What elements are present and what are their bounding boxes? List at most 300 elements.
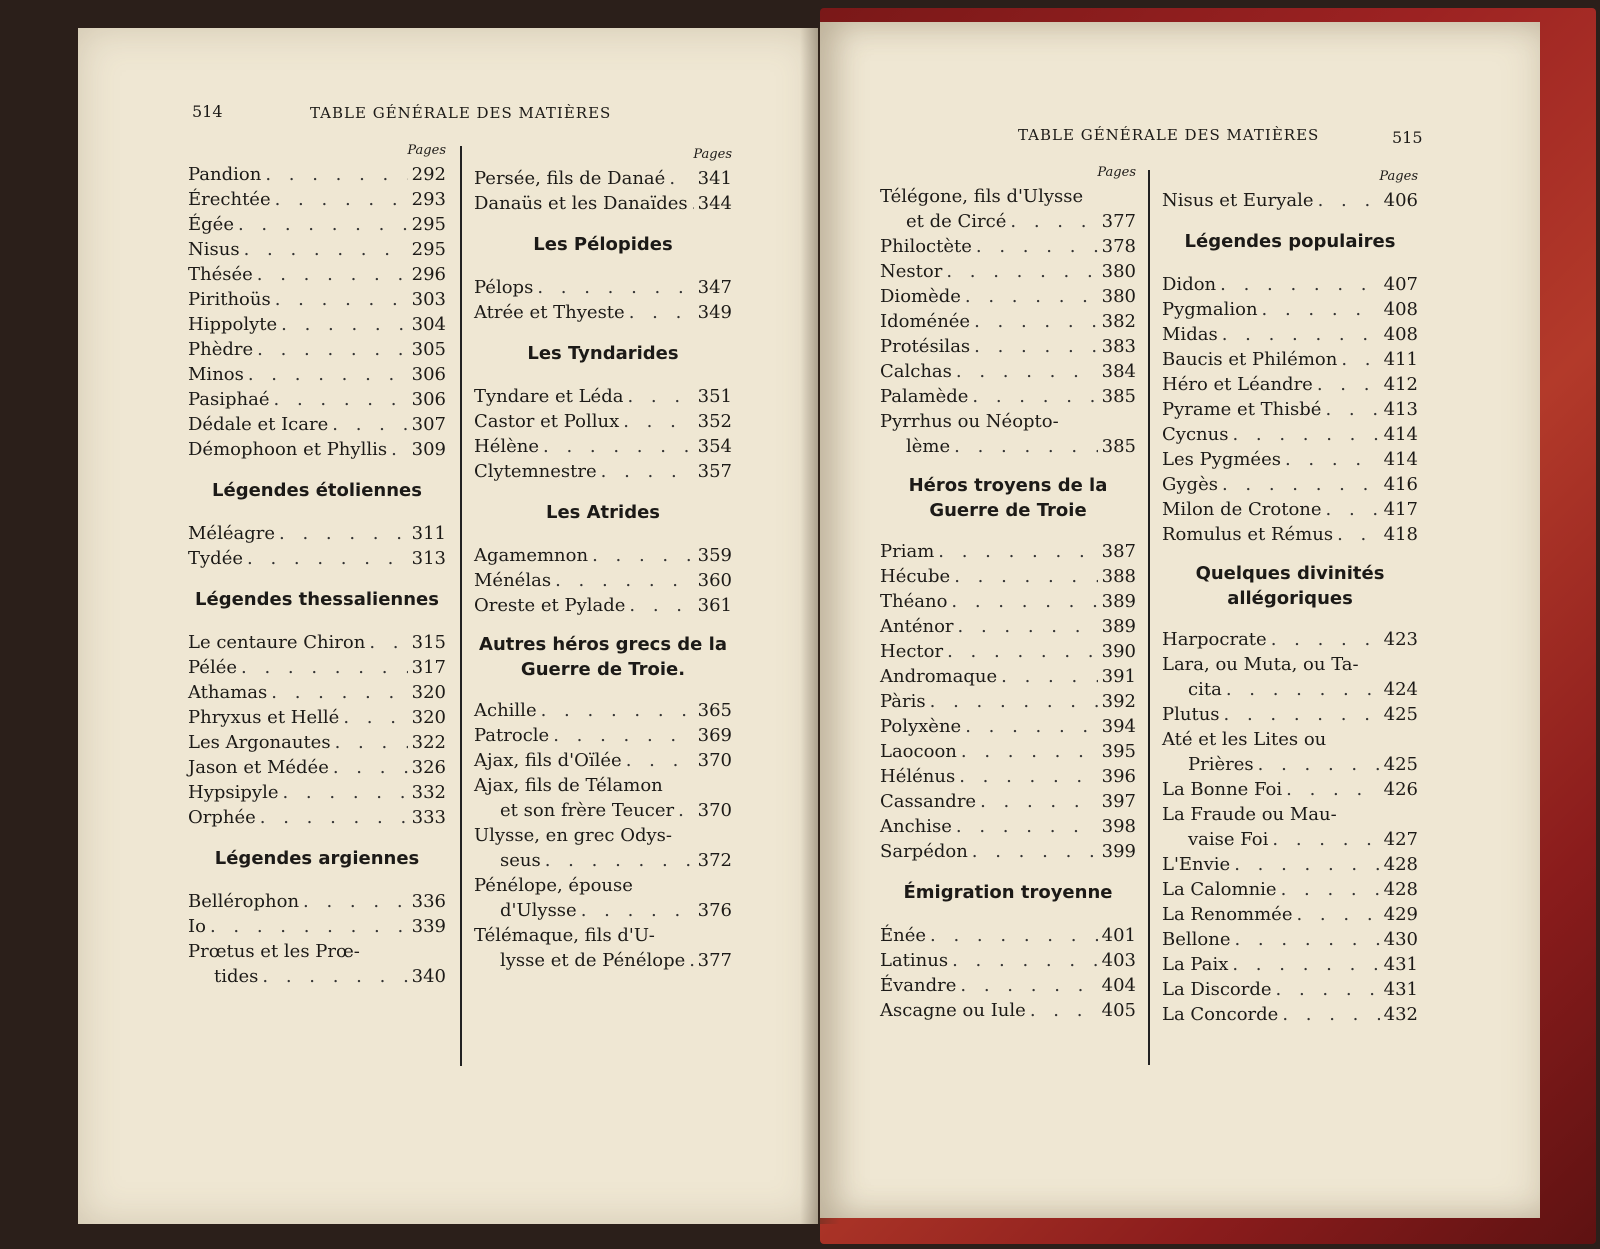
entry-page: 322 <box>411 732 446 753</box>
leader-dots <box>299 889 408 914</box>
entry-title: Les Argonautes <box>188 732 331 753</box>
left-page <box>78 28 818 1224</box>
entry-page: 390 <box>1101 641 1136 662</box>
toc-entry <box>1162 852 1418 877</box>
entry-title: Patrocle <box>474 725 550 746</box>
entry-page: 399 <box>1101 841 1136 862</box>
leader-dots <box>1321 397 1379 422</box>
section-heading: Héros troyens de la Guerre de Troie <box>908 475 1108 521</box>
leader-dots <box>1322 497 1380 522</box>
toc-entry <box>188 362 446 387</box>
leader-dots <box>243 546 408 571</box>
toc-entry <box>1162 472 1418 497</box>
entry-page: 326 <box>411 757 446 778</box>
entry-page: 403 <box>1101 950 1136 971</box>
entry-page: 306 <box>411 389 446 410</box>
toc-entry <box>880 259 1136 284</box>
entry-title: Hélène <box>474 436 540 457</box>
toc-entry <box>188 262 446 287</box>
entry-title: La Renommée <box>1162 904 1293 925</box>
toc-entry <box>880 409 1136 434</box>
entry-page: 413 <box>1383 399 1418 420</box>
entry-title: Héro et Léandre <box>1162 374 1313 395</box>
leader-dots <box>942 259 1097 284</box>
leader-dots <box>1230 852 1379 877</box>
entry-page: 295 <box>411 239 446 260</box>
entry-title: Midas <box>1162 324 1218 345</box>
leader-dots <box>270 387 408 412</box>
leader-dots <box>954 614 1098 639</box>
leader-dots <box>237 655 408 680</box>
entry-page: 296 <box>411 264 446 285</box>
entry-page: 387 <box>1101 541 1136 562</box>
entry-page: 380 <box>1101 261 1136 282</box>
entry-title: La Bonne Foi <box>1162 779 1283 800</box>
entry-title: Sarpédon <box>880 841 968 862</box>
entry-page: 293 <box>411 189 446 210</box>
toc-entry <box>880 434 1136 459</box>
entry-page: 365 <box>697 700 732 721</box>
entry-page: 352 <box>697 411 732 432</box>
toc-column <box>474 144 732 973</box>
leader-dots <box>968 839 1098 864</box>
entry-title: Cycnus <box>1162 424 1229 445</box>
entry-page: 354 <box>697 436 732 457</box>
toc-entry <box>474 568 732 593</box>
entry-page: 320 <box>411 707 446 728</box>
entry-title: Prœtus et les Prœ- <box>188 941 360 962</box>
entry-title: Pasiphaé <box>188 389 270 410</box>
leader-dots <box>950 434 1098 459</box>
toc-entry <box>1162 977 1418 1002</box>
entry-title: Philoctète <box>880 236 972 257</box>
leader-dots <box>948 948 1098 973</box>
entry-page: 349 <box>697 302 732 323</box>
entry-title: Plutus <box>1162 704 1220 725</box>
toc-entry <box>474 409 732 434</box>
entry-page: 431 <box>1383 979 1418 1000</box>
toc-entry <box>880 789 1136 814</box>
toc-entry <box>474 798 732 823</box>
toc-entry <box>188 655 446 680</box>
toc-entry <box>880 589 1136 614</box>
leader-dots <box>1218 472 1380 497</box>
entry-page: 320 <box>411 682 446 703</box>
entry-title: Télémaque, fils d'U- <box>474 925 655 946</box>
entry-title: Clytemnestre <box>474 461 597 482</box>
toc-entry <box>880 184 1136 209</box>
leader-dots <box>943 639 1098 664</box>
leader-dots <box>537 698 694 723</box>
toc-entry <box>188 237 446 262</box>
entry-page: 432 <box>1383 1004 1418 1025</box>
entry-title: Achille <box>474 700 537 721</box>
toc-entry <box>880 539 1136 564</box>
entry-page: 351 <box>697 386 732 407</box>
toc-entry <box>1162 297 1418 322</box>
leader-dots <box>244 362 408 387</box>
toc-entry <box>1162 1002 1418 1027</box>
toc-entry <box>474 275 732 300</box>
entry-title: Hécube <box>880 566 951 587</box>
entry-title: Athamas <box>188 682 268 703</box>
leader-dots <box>1026 998 1098 1023</box>
entry-page: 333 <box>411 807 446 828</box>
leader-dots <box>1228 422 1379 447</box>
entry-title: Tyndare et Léda <box>474 386 624 407</box>
toc-entry <box>880 384 1136 409</box>
entry-page: 392 <box>1101 691 1136 712</box>
toc-entry <box>880 639 1136 664</box>
leader-dots <box>1258 297 1380 322</box>
entry-page: 428 <box>1383 854 1418 875</box>
leader-dots <box>674 798 694 823</box>
leader-dots <box>1313 372 1380 397</box>
leader-dots <box>275 521 408 546</box>
toc-entry <box>880 923 1136 948</box>
entry-page: 359 <box>697 545 732 566</box>
leader-dots <box>387 437 408 462</box>
column-rule <box>460 146 462 1066</box>
entry-title: Tydée <box>188 548 244 569</box>
toc-entry <box>474 191 732 216</box>
entry-page: 380 <box>1101 286 1136 307</box>
leader-dots <box>926 689 1098 714</box>
entry-page: 317 <box>411 657 446 678</box>
leader-dots <box>271 187 408 212</box>
entry-title: Minos <box>188 364 244 385</box>
toc-entry <box>1162 652 1418 677</box>
toc-entry <box>188 889 446 914</box>
entry-title: Ascagne ou Iule <box>880 1000 1026 1021</box>
leader-dots <box>1314 188 1380 213</box>
entry-title: Idoménée <box>880 311 971 332</box>
entry-page: 394 <box>1101 716 1136 737</box>
toc-entry <box>880 814 1136 839</box>
leader-dots <box>1228 952 1379 977</box>
toc-entry <box>1162 802 1418 827</box>
column-rule <box>1148 170 1150 1065</box>
entry-title: tides <box>214 966 259 987</box>
entry-page: 376 <box>697 900 732 921</box>
entry-title: Évandre <box>880 975 957 996</box>
toc-entry <box>1162 188 1418 213</box>
entry-title: Ulysse, en grec Odys- <box>474 825 672 846</box>
leader-dots <box>957 739 1098 764</box>
leader-dots <box>619 409 693 434</box>
leader-dots <box>665 166 693 191</box>
section-heading: Les Atrides <box>545 502 661 523</box>
entry-title: Anchise <box>880 816 952 837</box>
entry-page: 307 <box>411 414 446 435</box>
leader-dots <box>1292 902 1379 927</box>
toc-entry <box>188 780 446 805</box>
toc-entry <box>474 723 732 748</box>
toc-entry <box>188 730 446 755</box>
leader-dots <box>339 705 407 730</box>
entry-title: lème <box>906 436 951 457</box>
leader-dots <box>234 212 408 237</box>
leader-dots <box>258 964 407 989</box>
leader-dots <box>1333 522 1380 547</box>
leader-dots <box>1278 1002 1379 1027</box>
leader-dots <box>972 234 1098 259</box>
entry-title: Romulus et Rémus <box>1162 524 1334 545</box>
entry-title: Protésilas <box>880 336 971 357</box>
entry-title: Nisus <box>188 239 240 260</box>
section-heading: Autres héros grecs de la Guerre de Troie. <box>479 634 727 680</box>
toc-entry <box>188 312 446 337</box>
section-heading: Légendes argiennes <box>214 848 420 869</box>
entry-page: 401 <box>1101 925 1136 946</box>
entry-page: 377 <box>1101 211 1136 232</box>
toc-entry <box>1162 522 1418 547</box>
toc-entry <box>880 564 1136 589</box>
toc-entry <box>474 166 732 191</box>
entry-page: 344 <box>697 193 732 214</box>
entry-title: Ménélas <box>474 570 552 591</box>
entry-title: Andromaque <box>880 666 998 687</box>
toc-entry <box>1162 347 1418 372</box>
entry-title: Prières <box>1188 754 1254 775</box>
toc-entry <box>1162 447 1418 472</box>
leader-dots <box>622 748 694 773</box>
toc-entry <box>474 434 732 459</box>
toc-entry <box>1162 727 1418 752</box>
pages-label: Pages <box>1379 169 1418 184</box>
leader-dots <box>365 630 407 655</box>
leader-dots <box>261 162 407 187</box>
entry-title: d'Ulysse <box>500 900 577 921</box>
entry-page: 339 <box>411 916 446 937</box>
entry-title: Anténor <box>880 616 954 637</box>
entry-title: et son frère Teucer <box>500 800 675 821</box>
entry-page: 408 <box>1383 324 1418 345</box>
entry-page: 303 <box>411 289 446 310</box>
toc-entry <box>1162 927 1418 952</box>
toc-entry <box>188 162 446 187</box>
entry-page: 305 <box>411 339 446 360</box>
toc-entry <box>188 337 446 362</box>
entry-title: Dédale et Icare <box>188 414 329 435</box>
entry-title: Lara, ou Muta, ou Ta- <box>1162 654 1359 675</box>
toc-entry <box>474 923 732 948</box>
entry-page: 412 <box>1383 374 1418 395</box>
leader-dots <box>926 923 1098 948</box>
entry-page: 385 <box>1101 436 1136 457</box>
entry-page: 428 <box>1383 879 1418 900</box>
entry-page: 427 <box>1383 829 1418 850</box>
entry-page: 408 <box>1383 299 1418 320</box>
entry-title: Télégone, fils d'Ulysse <box>880 186 1084 207</box>
entry-title: Hypsipyle <box>188 782 279 803</box>
entry-title: Pyrrhus ou Néopto- <box>880 411 1059 432</box>
entry-title: Pélops <box>474 277 534 298</box>
toc-entry <box>880 334 1136 359</box>
toc-column <box>880 162 1136 1023</box>
section-heading: Quelques divinités allégoriques <box>1195 563 1385 609</box>
toc-entry <box>474 823 732 848</box>
entry-title: Palamède <box>880 386 969 407</box>
section-heading: Légendes thessaliennes <box>195 589 439 610</box>
entry-page: 377 <box>697 950 732 971</box>
leader-dots <box>551 568 694 593</box>
entry-page: 370 <box>697 800 732 821</box>
entry-title: Latinus <box>880 950 949 971</box>
entry-page: 292 <box>411 164 446 185</box>
toc-entry <box>1162 877 1418 902</box>
entry-title: Atrée et Thyeste <box>474 302 625 323</box>
leader-dots <box>549 723 693 748</box>
toc-entry <box>188 805 446 830</box>
entry-title: vaise Foi <box>1188 829 1269 850</box>
entry-title: Harpocrate <box>1162 629 1267 650</box>
entry-page: 360 <box>697 570 732 591</box>
leader-dots <box>577 898 694 923</box>
toc-column <box>188 140 446 989</box>
toc-entry <box>474 384 732 409</box>
leader-dots <box>1218 322 1380 347</box>
entry-page: 418 <box>1383 524 1418 545</box>
toc-column <box>1162 166 1418 1027</box>
leader-dots <box>1282 777 1380 802</box>
entry-page: 370 <box>697 750 732 771</box>
entry-page: 396 <box>1101 766 1136 787</box>
leader-dots <box>1337 347 1379 372</box>
entry-title: Jason et Médée <box>188 757 329 778</box>
leader-dots <box>329 755 408 780</box>
toc-entry <box>474 593 732 618</box>
leader-dots <box>1267 627 1380 652</box>
leader-dots <box>206 914 408 939</box>
toc-entry <box>1162 677 1418 702</box>
entry-page: 429 <box>1383 904 1418 925</box>
toc-entry <box>474 300 732 325</box>
running-header: TABLE GÉNÉRALE DES MATIÈRES <box>310 104 612 122</box>
entry-page: 311 <box>411 523 446 544</box>
entry-page: 347 <box>697 277 732 298</box>
entry-page: 431 <box>1383 954 1418 975</box>
leader-dots <box>267 680 407 705</box>
entry-title: Milon de Crotone <box>1162 499 1322 520</box>
toc-entry <box>188 521 446 546</box>
entry-page: 369 <box>697 725 732 746</box>
entry-page: 383 <box>1101 336 1136 357</box>
pages-label: Pages <box>1097 165 1136 180</box>
toc-entry <box>1162 272 1418 297</box>
leader-dots <box>240 237 408 262</box>
entry-title: seus <box>500 850 541 871</box>
toc-entry <box>1162 422 1418 447</box>
toc-entry <box>188 939 446 964</box>
entry-title: Diomède <box>880 286 961 307</box>
entry-title: Pàris <box>880 691 926 712</box>
toc-entry <box>1162 627 1418 652</box>
entry-title: Io <box>188 916 206 937</box>
leader-dots <box>1230 927 1379 952</box>
entry-page: 313 <box>411 548 446 569</box>
toc-entry <box>880 948 1136 973</box>
leader-dots <box>533 275 693 300</box>
leader-dots <box>541 848 694 873</box>
entry-page: 395 <box>1101 741 1136 762</box>
toc-entry <box>880 284 1136 309</box>
leader-dots <box>956 973 1097 998</box>
entry-page: 341 <box>697 168 732 189</box>
entry-title: Priam <box>880 541 935 562</box>
leader-dots <box>1222 677 1380 702</box>
entry-title: Orphée <box>188 807 256 828</box>
entry-title: Baucis et Philémon <box>1162 349 1338 370</box>
toc-entry <box>880 714 1136 739</box>
entry-page: 389 <box>1101 591 1136 612</box>
entry-title: Pirithoüs <box>188 289 271 310</box>
leader-dots <box>685 948 693 973</box>
toc-entry <box>474 773 732 798</box>
entry-title: Danaüs et les Danaïdes <box>474 193 688 214</box>
leader-dots <box>947 589 1097 614</box>
running-header: TABLE GÉNÉRALE DES MATIÈRES <box>1018 126 1320 144</box>
toc-entry <box>188 680 446 705</box>
leader-dots <box>271 287 408 312</box>
entry-page: 411 <box>1383 349 1418 370</box>
entry-title: Bellone <box>1162 929 1231 950</box>
toc-entry <box>188 437 446 462</box>
right-page <box>820 22 1540 1218</box>
toc-entry <box>474 848 732 873</box>
leader-dots <box>328 412 407 437</box>
entry-title: La Paix <box>1162 954 1229 975</box>
toc-entry <box>188 412 446 437</box>
entry-title: Gygès <box>1162 474 1218 495</box>
entry-title: Phèdre <box>188 339 254 360</box>
page-number: 515 <box>1392 128 1423 147</box>
toc-entry <box>1162 752 1418 777</box>
toc-entry <box>474 898 732 923</box>
entry-title: La Discorde <box>1162 979 1272 1000</box>
entry-title: Agamemnon <box>474 545 589 566</box>
entry-title: Pénélope, épouse <box>474 875 633 896</box>
leader-dots <box>961 284 1098 309</box>
entry-title: Bellérophon <box>188 891 300 912</box>
entry-page: 336 <box>411 891 446 912</box>
entry-title: lysse et de Pénélope <box>500 950 686 971</box>
entry-title: Até et les Lites ou <box>1162 729 1327 750</box>
toc-entry <box>188 705 446 730</box>
section-heading: Les Tyndarides <box>527 343 679 364</box>
leader-dots <box>952 814 1098 839</box>
toc-entry <box>1162 902 1418 927</box>
entry-page: 424 <box>1383 679 1418 700</box>
entry-title: Calchas <box>880 361 952 382</box>
entry-title: cita <box>1188 679 1222 700</box>
section-heading: Émigration troyenne <box>903 882 1113 903</box>
section-heading: Légendes étoliennes <box>212 480 422 501</box>
entry-page: 406 <box>1383 190 1418 211</box>
leader-dots <box>253 337 408 362</box>
entry-page: 382 <box>1101 311 1136 332</box>
leader-dots <box>277 312 407 337</box>
leader-dots <box>968 384 1097 409</box>
toc-entry <box>474 748 732 773</box>
page-number: 514 <box>192 102 223 121</box>
leader-dots <box>623 384 693 409</box>
toc-entry <box>188 546 446 571</box>
entry-page: 295 <box>411 214 446 235</box>
entry-page: 361 <box>697 595 732 616</box>
toc-entry <box>880 973 1136 998</box>
entry-page: 416 <box>1383 474 1418 495</box>
